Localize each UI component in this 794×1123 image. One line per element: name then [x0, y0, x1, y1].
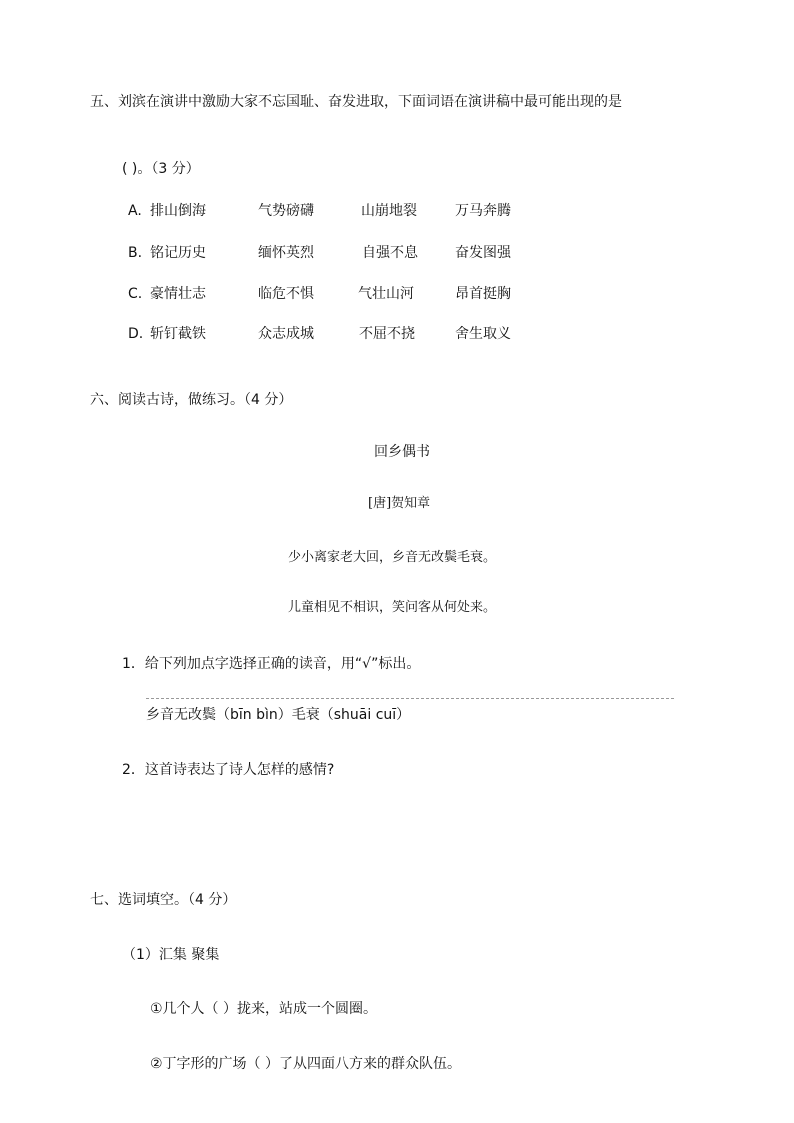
- option-word: 舍生取义: [455, 326, 511, 342]
- option-word: 缅怀英烈: [258, 245, 314, 261]
- option-letter: A.: [128, 203, 142, 219]
- q6-sub1-prompt: 1．给下列加点字选择正确的读音，用“√”标出。: [122, 656, 421, 672]
- q5-answer-blank: ( )。（3 分）: [122, 161, 200, 177]
- q6-sub1-pinyin-choice: 乡音无改鬓（bīn bìn）毛衰（shuāi cuī）: [146, 707, 411, 723]
- q7-item-2: ②丁字形的广场（ ）了从四面八方来的群众队伍。: [150, 1056, 461, 1072]
- q6-sub2-prompt: 2．这首诗表达了诗人怎样的感情?: [122, 762, 335, 778]
- poem-line-2: 儿童相见不相识，笑问客从何处来。: [288, 600, 497, 615]
- option-word: 奋发图强: [455, 245, 511, 261]
- q5-stem: 五、刘滨在演讲中激励大家不忘国耻、奋发进取，下面词语在演讲稿中最可能出现的是: [90, 94, 622, 110]
- poem-line-1: 少小离家老大回，乡音无改鬓毛衰。: [288, 550, 497, 565]
- option-word: 山崩地裂: [361, 203, 417, 219]
- option-word: 气势磅礴: [258, 203, 314, 219]
- option-word: 众志成城: [258, 326, 314, 342]
- q7-heading: 七、选词填空。（4 分）: [90, 892, 237, 908]
- q7-item-1: ①几个人（ ）拢来，站成一个圆圈。: [150, 1001, 378, 1017]
- option-word: 昂首挺胸: [455, 286, 511, 302]
- q7-word-pair-1: （1）汇集 聚集: [122, 947, 220, 963]
- option-word: 豪情壮志: [150, 286, 206, 302]
- option-word: 自强不息: [362, 245, 418, 261]
- option-word: 排山倒海: [150, 203, 206, 219]
- option-word: 不屈不挠: [359, 326, 415, 342]
- poem-author: [唐]贺知章: [368, 496, 431, 511]
- poem-title: 回乡偶书: [374, 444, 430, 460]
- option-word: 万马奔腾: [455, 203, 511, 219]
- option-word: 气壮山河: [358, 286, 414, 302]
- option-word: 铭记历史: [150, 245, 206, 261]
- option-letter: C.: [128, 286, 143, 302]
- option-word: 临危不惧: [258, 286, 314, 302]
- option-word: 斩钉截铁: [150, 326, 206, 342]
- q6-heading: 六、阅读古诗，做练习。（4 分）: [90, 392, 293, 408]
- option-letter: D.: [128, 326, 144, 342]
- dashed-divider: [146, 698, 674, 699]
- option-letter: B.: [128, 245, 143, 261]
